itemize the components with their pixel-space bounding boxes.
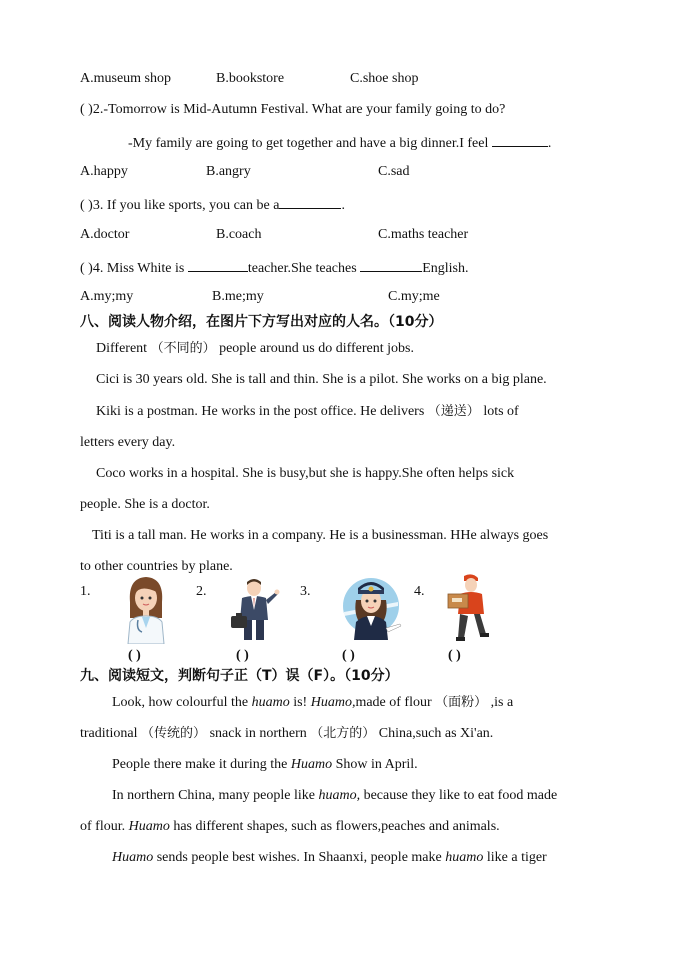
q3-option-a: A.doctor	[80, 227, 130, 242]
s1-text-b: is!	[289, 695, 311, 710]
s5-text-a: of flour.	[80, 819, 129, 834]
p3-text-b: lots of	[479, 404, 519, 419]
s6-text-b: like a tiger	[483, 850, 547, 865]
doctor-illustration	[122, 572, 170, 644]
q2-option-c: C.sad	[378, 164, 410, 179]
answer-paren-2[interactable]: ( )	[236, 648, 249, 663]
s3-italic: Huamo	[290, 757, 333, 772]
s6-italic-2: huamo	[445, 850, 484, 865]
q1-option-c: C.shoe shop	[350, 71, 419, 86]
pic-number-4: 4.	[414, 584, 425, 599]
q4-stem-line	[80, 257, 468, 278]
q4-blank-1[interactable]	[188, 257, 248, 272]
q4-option-a: A.my;my	[80, 289, 134, 304]
pic-number-1: 1.	[80, 584, 91, 599]
s2-text-a: traditional	[80, 726, 142, 741]
answer-paren-3[interactable]: ( )	[342, 648, 355, 663]
s4-italic: huamo,	[318, 788, 361, 803]
s5-italic: Huamo	[128, 819, 170, 834]
q1-option-b: B.bookstore	[216, 71, 285, 86]
q4-stem-part1: 4. Miss White is	[92, 261, 188, 276]
q2-blank[interactable]	[492, 132, 548, 147]
q3-blank[interactable]	[279, 194, 341, 209]
s2-text-b: snack in northern	[206, 726, 311, 741]
p3-text-a: Kiki is a postman. He works in the post office. He delivers	[96, 404, 428, 419]
q2-stem: 2.-Tomorrow is Mid-Autumn Festival. What are your family going to do?	[92, 102, 506, 117]
section8-p5: Titi is a tall man. He works in a company. He is a businessman. HHe always goes	[92, 528, 549, 543]
section9-line5	[80, 818, 500, 836]
q4-option-c: C.my;me	[388, 289, 440, 304]
businessman-illustration	[228, 576, 280, 642]
p1-text-a: Different	[96, 341, 151, 356]
pic-number-3: 3.	[300, 584, 311, 599]
q2-second-line	[128, 132, 551, 153]
s2-chinese-2: （北方的）	[310, 726, 376, 741]
p1-text-b: people around us do different jobs.	[215, 341, 414, 356]
q2-end: .	[547, 136, 552, 151]
section9-heading: 九、阅读短文，判断句子正（T）误（F）。（10分）	[80, 668, 399, 684]
section8-p3-cont: letters every day.	[80, 435, 176, 450]
p3-chinese: （递送）	[427, 404, 480, 419]
q4-stem-part2: teacher.She teaches	[247, 261, 361, 276]
s3-text-b: Show in April.	[332, 757, 418, 772]
section8-p5-cont: to other countries by plane.	[80, 559, 233, 574]
section8-heading: 八、阅读人物介绍，在图片下方写出对应的人名。（10分）	[80, 314, 443, 330]
q2-answer-paren[interactable]: ( )	[80, 102, 93, 117]
q2-line2: -My family are going to get together and have a big dinner.I feel	[128, 136, 492, 151]
section9-line2	[80, 725, 493, 743]
section8-p1	[96, 340, 414, 358]
pic-number-2: 2.	[196, 584, 207, 599]
q4-option-b: B.me;my	[212, 289, 264, 304]
s1-text-d: ,is a	[487, 695, 514, 710]
pilot-illustration	[340, 572, 402, 640]
q3-answer-paren[interactable]: ( )	[80, 198, 93, 213]
q3-end: .	[341, 198, 345, 213]
s1-text-a: Look, how colourful the	[112, 695, 252, 710]
answer-paren-4[interactable]: ( )	[448, 648, 461, 663]
postman-illustration	[446, 572, 492, 642]
s4-text-b: because they like to eat food made	[360, 788, 558, 803]
s5-text-b: has different shapes, such as flowers,peaches and animals.	[169, 819, 500, 834]
p1-chinese: （不同的）	[150, 341, 216, 356]
q4-answer-paren[interactable]: ( )	[80, 261, 93, 276]
s1-text-c: made of flour	[355, 695, 436, 710]
section9-line3	[112, 756, 418, 774]
section8-p2: Cici is 30 years old. She is tall and thin. She is a pilot. She works on a big plane.	[96, 372, 547, 387]
section9-line4	[112, 787, 557, 805]
q2-stem-line	[80, 101, 505, 119]
section8-p3	[96, 403, 519, 421]
q2-option-b: B.angry	[206, 164, 251, 179]
s3-text-a: People there make it during the	[112, 757, 291, 772]
q2-option-a: A.happy	[80, 164, 128, 179]
section9-line1	[112, 694, 513, 712]
s6-italic-1: Huamo	[112, 850, 154, 865]
q3-stem: 3. If you like sports, you can be a	[92, 198, 280, 213]
s1-italic-1: huamo	[251, 695, 290, 710]
q3-option-c: C.maths teacher	[378, 227, 469, 242]
q4-stem-part3: English.	[422, 261, 469, 276]
q4-blank-2[interactable]	[360, 257, 422, 272]
section9-line6	[112, 849, 547, 867]
q3-option-b: B.coach	[216, 227, 262, 242]
answer-paren-1[interactable]: ( )	[128, 648, 141, 663]
s1-chinese: （面粉）	[435, 695, 488, 710]
section8-p4-cont: people. She is a doctor.	[80, 497, 210, 512]
section8-p4: Coco works in a hospital. She is busy,but she is happy.She often helps sick	[96, 466, 515, 481]
s1-italic-2: Huamo,	[310, 695, 356, 710]
q1-option-a: A.museum shop	[80, 71, 171, 86]
s4-text-a: In northern China, many people like	[112, 788, 319, 803]
s2-chinese-1: （传统的）	[141, 726, 207, 741]
q3-stem-line	[80, 194, 345, 215]
s6-text-a: sends people best wishes. In Shaanxi, people make	[153, 850, 446, 865]
s2-text-c: China,such as Xi'an.	[375, 726, 494, 741]
